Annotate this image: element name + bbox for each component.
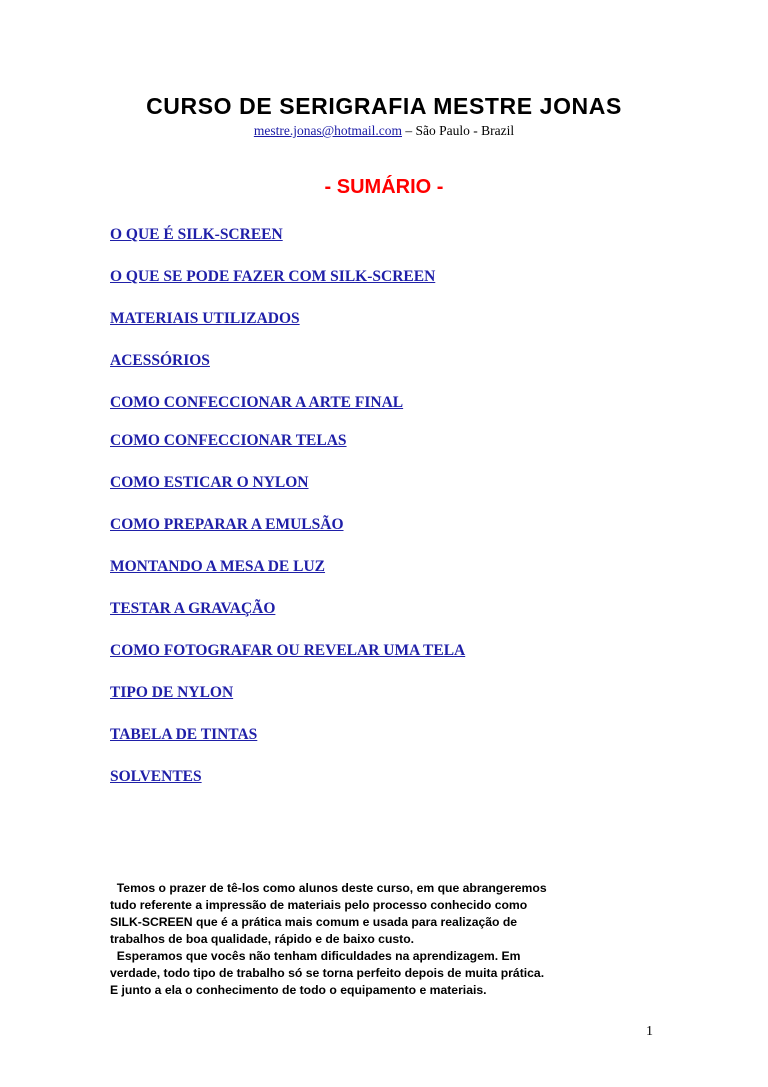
toc-link[interactable]: O QUE É SILK-SCREEN — [110, 226, 283, 243]
toc-item — [110, 600, 275, 618]
email-link[interactable]: mestre.jonas@hotmail.com — [253, 123, 403, 138]
location-text: – São Paulo - Brazil — [402, 123, 515, 138]
intro-paragraph — [110, 880, 670, 999]
toc-link[interactable]: COMO CONFECCIONAR TELAS — [110, 432, 347, 449]
toc-item — [110, 684, 233, 702]
intro-line: E junto a ela o conhecimento de todo o equipamento e materiais. — [110, 983, 487, 997]
toc-link[interactable]: MONTANDO A MESA DE LUZ — [110, 558, 326, 575]
intro-line: SILK-SCREEN que é a prática mais comum e usada para realização de — [110, 915, 518, 929]
summary-heading: - SUMÁRIO - — [324, 176, 444, 198]
toc-item — [110, 226, 283, 244]
toc-item — [110, 642, 465, 660]
document-title: CURSO DE SERIGRAFIA MESTRE JONAS — [146, 93, 622, 119]
toc-link[interactable]: ACESSÓRIOS — [110, 352, 210, 369]
toc-item — [110, 268, 435, 286]
toc-item — [110, 394, 403, 412]
contact-line — [0, 123, 768, 139]
toc-link[interactable]: TIPO DE NYLON — [110, 684, 234, 701]
toc-link[interactable]: COMO CONFECCIONAR A ARTE FINAL — [110, 394, 404, 411]
toc-item — [110, 310, 300, 328]
intro-line: verdade, todo tipo de trabalho só se torna perfeito depois de muita prática. — [110, 966, 545, 980]
page-number: 1 — [646, 1024, 653, 1039]
toc-item — [110, 516, 344, 534]
toc-item — [110, 432, 347, 450]
intro-line: Esperamos que vocês não tenham dificuldades na aprendizagem. Em — [110, 949, 521, 963]
toc-link[interactable]: TABELA DE TINTAS — [110, 726, 258, 743]
intro-line: Temos o prazer de tê-los como alunos deste curso, em que abrangeremos — [110, 881, 547, 895]
toc-item — [110, 352, 210, 370]
toc-item — [110, 768, 202, 786]
toc-link[interactable]: O QUE SE PODE FAZER COM SILK-SCREEN — [110, 268, 436, 285]
toc-link[interactable]: TESTAR A GRAVAÇÃO — [110, 600, 276, 617]
intro-line: tudo referente a impressão de materiais pelo processo conhecido como — [110, 898, 528, 912]
toc-link[interactable]: COMO FOTOGRAFAR OU REVELAR UMA TELA — [110, 642, 466, 659]
toc-link[interactable]: COMO PREPARAR A EMULSÃO — [110, 516, 344, 533]
toc-link[interactable]: SOLVENTES — [110, 768, 202, 785]
toc-link[interactable]: MATERIAIS UTILIZADOS — [110, 310, 300, 327]
intro-line: trabalhos de boa qualidade, rápido e de baixo custo. — [110, 932, 415, 946]
toc-item — [110, 726, 257, 744]
toc-item — [110, 474, 309, 492]
toc-item — [110, 558, 325, 576]
toc-link[interactable]: COMO ESTICAR O NYLON — [110, 474, 309, 491]
